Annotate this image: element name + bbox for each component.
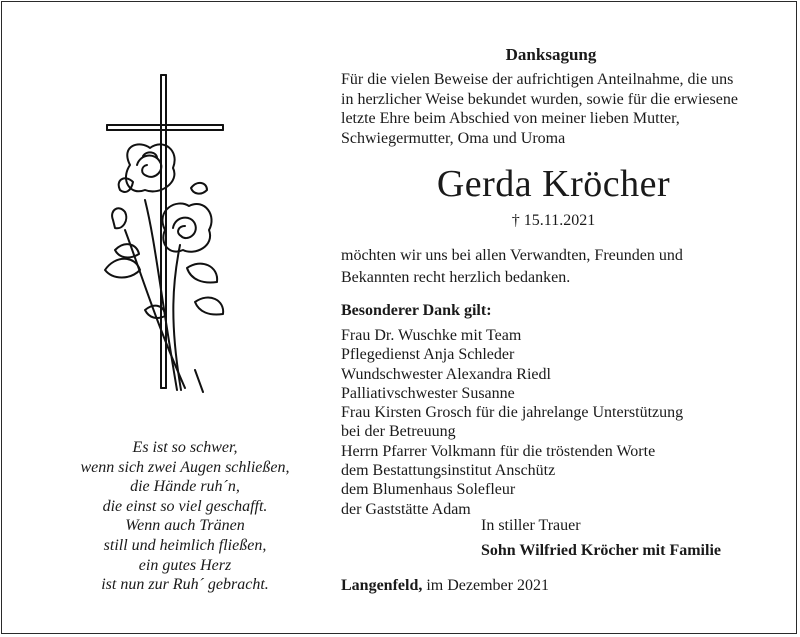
list-item: Pflegedienst Anja Schleder (341, 346, 515, 364)
intro-line: letzte Ehre beim Abschied von meiner lieben Mutter, (341, 110, 680, 128)
intro-paragraph (341, 70, 738, 148)
list-item: Herrn Pfarrer Volkmann für die tröstenden Worte (341, 442, 656, 460)
place: Langenfeld, (341, 577, 423, 594)
list-item: Frau Kirsten Grosch für die jahrelange Unterstützung (341, 404, 684, 422)
date: im Dezember 2021 (426, 577, 549, 594)
intro-line: in herzlicher Weise bekundet wurden, sowie für die erwiesene (341, 90, 738, 108)
poem-line: die einst so viel geschafft. (102, 497, 268, 515)
poem-line: Wenn auch Tränen (125, 517, 245, 535)
thanks-line: möchten wir uns bei allen Verwandten, Freunden und (341, 247, 683, 264)
intro-line: Für die vielen Beweise der aufrichtigen Anteilnahme, die uns (341, 71, 734, 88)
family-signature: Sohn Wilfried Kröcher mit Familie (481, 542, 721, 559)
deceased-name: Gerda Kröcher (436, 163, 671, 205)
notice-heading: Danksagung (505, 45, 597, 64)
list-item: bei der Betreuung (341, 423, 456, 441)
poem-line: ein gutes Herz (138, 556, 232, 574)
place-and-date (341, 577, 549, 595)
poem-line: die Hände ruh´n, (130, 478, 240, 496)
mourning-line: In stiller Trauer (481, 517, 581, 534)
special-thanks-title: Besonderer Dank gilt: (341, 302, 492, 319)
list-item: der Gaststätte Adam (341, 500, 471, 518)
list-item: Palliativschwester Susanne (341, 384, 515, 402)
list-item: dem Blumenhaus Solefleur (341, 481, 516, 499)
poem-line: ist nun zur Ruh´ gebracht. (101, 576, 269, 594)
poem (40, 438, 330, 595)
list-item: dem Bestattungsinstitut Anschütz (341, 462, 556, 480)
poem-line: wenn sich zwei Augen schließen, (80, 458, 290, 476)
intro-line: Schwiegermutter, Oma und Uroma (341, 129, 566, 147)
list-item: Wundschwester Alexandra Riedl (341, 365, 551, 383)
list-item: Frau Dr. Wuschke mit Team (341, 327, 522, 344)
death-date: † 15.11.2021 (511, 212, 596, 229)
poem-line: still und heimlich fließen, (103, 536, 267, 554)
thanks-line: Bekannten recht herzlich bedanken. (341, 268, 571, 286)
thanks-paragraph (341, 245, 683, 288)
poem-line: Es ist so schwer, (132, 439, 238, 456)
special-thanks-list (341, 326, 683, 519)
cross-with-roses-illustration (85, 70, 245, 395)
